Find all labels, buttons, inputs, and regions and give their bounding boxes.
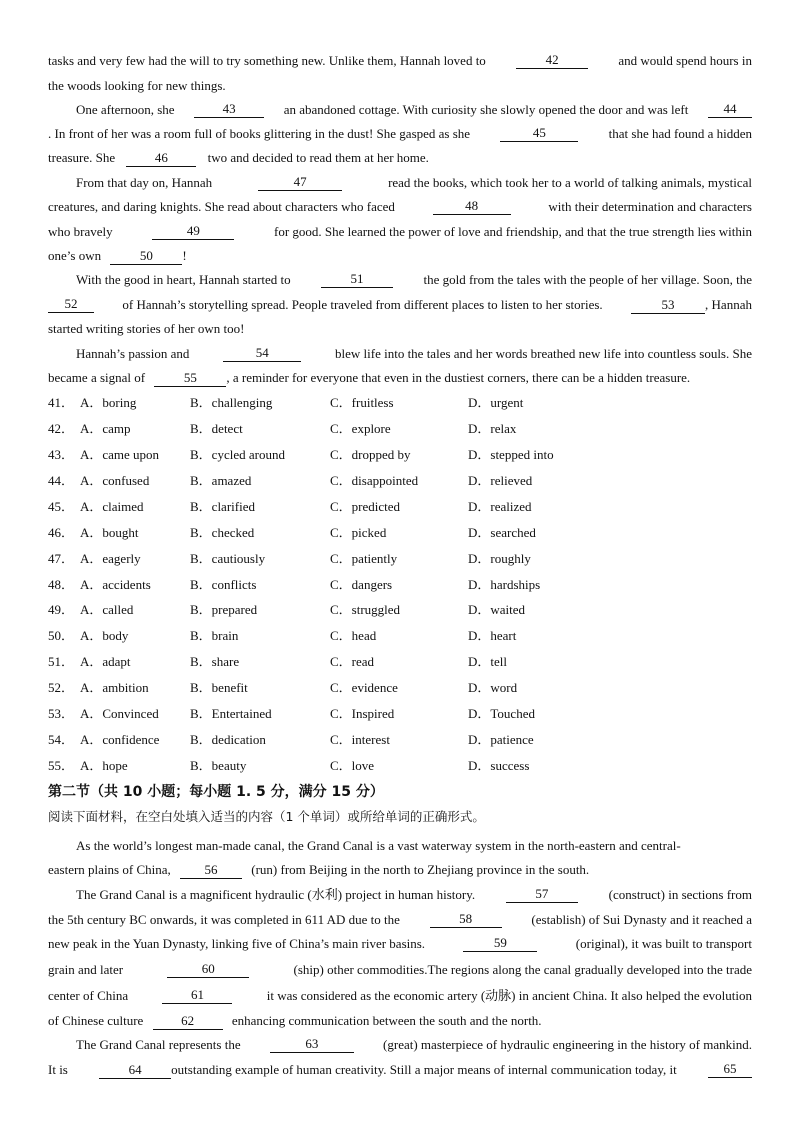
option-b[interactable]: B．challenging: [190, 395, 273, 410]
answer-blank-45[interactable]: 45: [500, 126, 578, 142]
option-a[interactable]: A．eagerly: [80, 551, 141, 566]
passage1-line: [48, 78, 752, 94]
answer-blank-61[interactable]: 61: [162, 988, 232, 1004]
option-c[interactable]: C．dangers: [330, 577, 393, 592]
passage-text: The Grand Canal represents the: [76, 1037, 241, 1052]
passage-text: The Grand Canal is a magnificent hydraulic (水利) project in human history.: [76, 887, 476, 902]
passage2-line: [76, 887, 752, 903]
answer-blank-62[interactable]: 62: [153, 1014, 223, 1030]
option-a[interactable]: A．body: [80, 628, 129, 643]
answer-blank-52[interactable]: 52: [48, 297, 94, 313]
option-b[interactable]: B．detect: [190, 421, 243, 436]
passage-text: the woods looking for new things.: [48, 78, 226, 93]
answer-blank-59[interactable]: 59: [463, 936, 537, 952]
option-b[interactable]: B．checked: [190, 525, 255, 540]
option-row: [0, 551, 800, 567]
option-c[interactable]: C．Inspired: [330, 706, 395, 721]
passage-text: (ship) other commodities.The regions along the canal gradually developed into the trade: [293, 962, 752, 977]
question-number: 54．: [48, 732, 75, 747]
option-c[interactable]: C．head: [330, 628, 377, 643]
answer-blank-55[interactable]: 55: [154, 371, 226, 387]
option-b[interactable]: B．dedication: [190, 732, 266, 747]
passage-text: that she had found a hidden: [608, 126, 752, 141]
option-row: [0, 395, 800, 411]
section-heading: 第二节（共 10 小题；每小题 1. 5 分，满分 15 分）: [48, 784, 384, 800]
option-row: [0, 732, 800, 748]
option-d[interactable]: D．roughly: [468, 551, 531, 566]
answer-blank-47[interactable]: 47: [258, 175, 342, 191]
question-number: 42．: [48, 421, 75, 436]
passage1-line: [48, 370, 752, 386]
option-d[interactable]: D．success: [468, 758, 530, 773]
option-row: [0, 473, 800, 489]
option-c[interactable]: C．read: [330, 654, 375, 669]
question-number: 49．: [48, 602, 75, 617]
passage2-line: [48, 912, 752, 928]
option-b[interactable]: B．clarified: [190, 499, 255, 514]
answer-blank-63[interactable]: 63: [270, 1037, 354, 1053]
option-c[interactable]: C．struggled: [330, 602, 401, 617]
option-d[interactable]: D．relieved: [468, 473, 533, 488]
option-b[interactable]: B．prepared: [190, 602, 258, 617]
option-d[interactable]: D．heart: [468, 628, 517, 643]
passage-text: and would spend hours in: [618, 53, 752, 68]
option-b[interactable]: B．conflicts: [190, 577, 257, 592]
passage-text: As the world’s longest man-made canal, the Grand Canal is a vast waterway system in the north-eastern and central-: [76, 838, 681, 853]
passage-text: blew life into the tales and her words breathed new life into countless souls. She: [335, 346, 752, 361]
passage-text: One afternoon, she: [76, 102, 175, 117]
answer-blank-50[interactable]: 50: [110, 249, 182, 265]
passage-text: the 5th century BC onwards, it was completed in 611 AD due to the: [48, 912, 400, 927]
option-a[interactable]: A．hope: [80, 758, 128, 773]
option-a[interactable]: A．boring: [80, 395, 137, 410]
option-d[interactable]: D．urgent: [468, 395, 524, 410]
passage2-line: [76, 838, 752, 854]
option-row: [0, 499, 800, 515]
option-row: [0, 421, 800, 437]
option-row: [0, 680, 800, 696]
question-number: 47．: [48, 551, 75, 566]
option-a[interactable]: A．camp: [80, 421, 131, 436]
option-c[interactable]: C．love: [330, 758, 375, 773]
option-row: [0, 706, 800, 722]
answer-blank-65[interactable]: 65: [708, 1062, 752, 1078]
passage1-line: [48, 224, 752, 240]
passage-text: (run) from Beijing in the north to Zhejiang province in the south.: [251, 862, 590, 877]
passage-text: the gold from the tales with the people of her village. Soon, the: [423, 272, 752, 287]
option-b[interactable]: B．Entertained: [190, 706, 272, 721]
passage-text: one’s own: [48, 248, 102, 263]
passage2-line: [48, 862, 752, 878]
option-row: [0, 525, 800, 541]
answer-blank-43[interactable]: 43: [194, 102, 264, 118]
answer-blank-44[interactable]: 44: [708, 102, 752, 118]
option-b[interactable]: B．cycled around: [190, 447, 285, 462]
answer-blank-64[interactable]: 64: [99, 1063, 171, 1079]
option-c[interactable]: C．evidence: [330, 680, 398, 695]
option-a[interactable]: A．Convinced: [80, 706, 159, 721]
option-c[interactable]: C．interest: [330, 732, 390, 747]
option-d[interactable]: D．waited: [468, 602, 526, 617]
question-number: 44．: [48, 473, 75, 488]
passage-text: an abandoned cottage. With curiosity she slowly opened the door and was left: [283, 102, 689, 117]
answer-blank-60[interactable]: 60: [167, 962, 249, 978]
question-number: 51．: [48, 654, 75, 669]
option-b[interactable]: B．cautiously: [190, 551, 266, 566]
section-instruction: 阅读下面材料，在空白处填入适当的内容（1 个单词）或所给单词的正确形式。: [48, 809, 485, 824]
question-number: 45．: [48, 499, 75, 514]
option-a[interactable]: A．came upon: [80, 447, 160, 462]
option-d[interactable]: D．word: [468, 680, 518, 695]
passage1-line: [76, 102, 752, 118]
passage-text: It is: [48, 1062, 68, 1077]
option-a[interactable]: A．called: [80, 602, 134, 617]
passage2-line: [48, 962, 752, 978]
passage-text: outstanding example of human creativity. Still a major means of internal communication today, it: [171, 1062, 677, 1077]
passage-text: , Hannah: [705, 297, 752, 312]
option-b[interactable]: B．share: [190, 654, 240, 669]
answer-blank-42[interactable]: 42: [516, 53, 588, 69]
passage-text: (establish) of Sui Dynasty and it reached a: [531, 912, 752, 927]
passage-text: enhancing communication between the south and the north.: [231, 1013, 542, 1028]
passage2-line: [48, 988, 752, 1004]
passage-text: became a signal of: [48, 370, 146, 385]
passage-text: (original), it was built to transport: [575, 936, 752, 951]
passage-text: . In front of her was a room full of books glittering in the dust! She gasped as she: [48, 126, 471, 141]
passage-text: eastern plains of China,: [48, 862, 171, 877]
option-row: [0, 577, 800, 593]
passage1-line: [48, 150, 752, 166]
passage-text: two and decided to read them at her home.: [207, 150, 429, 165]
answer-blank-58[interactable]: 58: [430, 912, 502, 928]
option-a[interactable]: A．bought: [80, 525, 139, 540]
option-b[interactable]: B．brain: [190, 628, 239, 643]
passage1-line: [48, 321, 752, 337]
option-b[interactable]: B．beauty: [190, 758, 247, 773]
passage-text: With the good in heart, Hannah started to: [76, 272, 291, 287]
question-number: 53．: [48, 706, 75, 721]
passage-text: tasks and very few had the will to try something new. Unlike them, Hannah loved to: [48, 53, 486, 68]
option-d[interactable]: D．hardships: [468, 577, 541, 592]
passage-text: center of China: [48, 988, 129, 1003]
passage1-line: [76, 175, 752, 191]
option-a[interactable]: A．adapt: [80, 654, 131, 669]
passage-text: of Chinese culture: [48, 1013, 144, 1028]
passage-text: with their determination and characters: [548, 199, 752, 214]
question-number: 43．: [48, 447, 75, 462]
option-c[interactable]: C．dropped by: [330, 447, 411, 462]
option-row: [0, 758, 800, 774]
passage-text: new peak in the Yuan Dynasty, linking five of China’s main river basins.: [48, 936, 426, 951]
passage-text: creatures, and daring knights. She read about characters who faced: [48, 199, 395, 214]
option-d[interactable]: D．patience: [468, 732, 534, 747]
passage1-line: [76, 346, 752, 362]
answer-blank-53[interactable]: 53: [631, 298, 705, 314]
answer-blank-49[interactable]: 49: [152, 224, 234, 240]
option-d[interactable]: D．searched: [468, 525, 536, 540]
passage2-line: [48, 1013, 752, 1029]
question-number: 41．: [48, 395, 75, 410]
passage-text: (great) masterpiece of hydraulic engineering in the history of mankind.: [383, 1037, 752, 1052]
answer-blank-46[interactable]: 46: [126, 151, 196, 167]
question-number: 46．: [48, 525, 75, 540]
passage1-line: [48, 248, 752, 264]
option-a[interactable]: A．ambition: [80, 680, 149, 695]
answer-blank-48[interactable]: 48: [433, 199, 511, 215]
passage1-line: [48, 126, 752, 142]
option-d[interactable]: D．tell: [468, 654, 507, 669]
question-number: 52．: [48, 680, 75, 695]
passage-text: started writing stories of her own too!: [48, 321, 245, 336]
answer-blank-57[interactable]: 57: [506, 887, 578, 903]
answer-blank-54[interactable]: 54: [223, 346, 301, 362]
option-c[interactable]: C．patiently: [330, 551, 398, 566]
option-c[interactable]: C．picked: [330, 525, 387, 540]
question-number: 48．: [48, 577, 75, 592]
passage-text: grain and later: [48, 962, 124, 977]
option-c[interactable]: C．explore: [330, 421, 391, 436]
option-d[interactable]: D．realized: [468, 499, 532, 514]
option-row: [0, 602, 800, 618]
passage1-line: [76, 272, 752, 288]
question-number: 50．: [48, 628, 75, 643]
passage1-line: [48, 53, 752, 69]
answer-blank-56[interactable]: 56: [180, 863, 242, 879]
passage-text: read the books, which took her to a world of talking animals, mystical: [388, 175, 752, 190]
answer-blank-51[interactable]: 51: [321, 272, 393, 288]
passage-text: , a reminder for everyone that even in the dustiest corners, there can be a hidden treasure.: [226, 370, 691, 385]
passage1-line: [48, 297, 752, 313]
option-a[interactable]: A．confidence: [80, 732, 160, 747]
passage-text: for good. She learned the power of love and friendship, and that the true strength lies within: [274, 224, 752, 239]
option-c[interactable]: C．fruitless: [330, 395, 394, 410]
passage-text: treasure. She: [48, 150, 116, 165]
passage-text: who bravely: [48, 224, 113, 239]
option-b[interactable]: B．benefit: [190, 680, 248, 695]
option-row: [0, 628, 800, 644]
question-number: 55．: [48, 758, 75, 773]
passage-text: From that day on, Hannah: [76, 175, 213, 190]
option-b[interactable]: B．amazed: [190, 473, 252, 488]
passage1-line: [48, 199, 752, 215]
passage-text: Hannah’s passion and: [76, 346, 190, 361]
passage-text: (construct) in sections from: [608, 887, 752, 902]
option-c[interactable]: C．predicted: [330, 499, 401, 514]
passage2-line: [48, 1062, 752, 1078]
option-row: [0, 654, 800, 670]
passage-text: !: [182, 248, 187, 263]
option-row: [0, 447, 800, 463]
option-d[interactable]: D．Touched: [468, 706, 535, 721]
passage2-line: [76, 1037, 752, 1053]
option-d[interactable]: D．stepped into: [468, 447, 554, 462]
option-a[interactable]: A．claimed: [80, 499, 144, 514]
option-d[interactable]: D．relax: [468, 421, 517, 436]
option-a[interactable]: A．accidents: [80, 577, 151, 592]
passage-text: of Hannah’s storytelling spread. People traveled from different places to listen to her stories.: [122, 297, 603, 312]
option-c[interactable]: C．disappointed: [330, 473, 419, 488]
passage-text: it was considered as the economic artery (动脉) in ancient China. It also helped the evolution: [266, 988, 752, 1003]
option-a[interactable]: A．confused: [80, 473, 150, 488]
passage2-line: [48, 936, 752, 952]
